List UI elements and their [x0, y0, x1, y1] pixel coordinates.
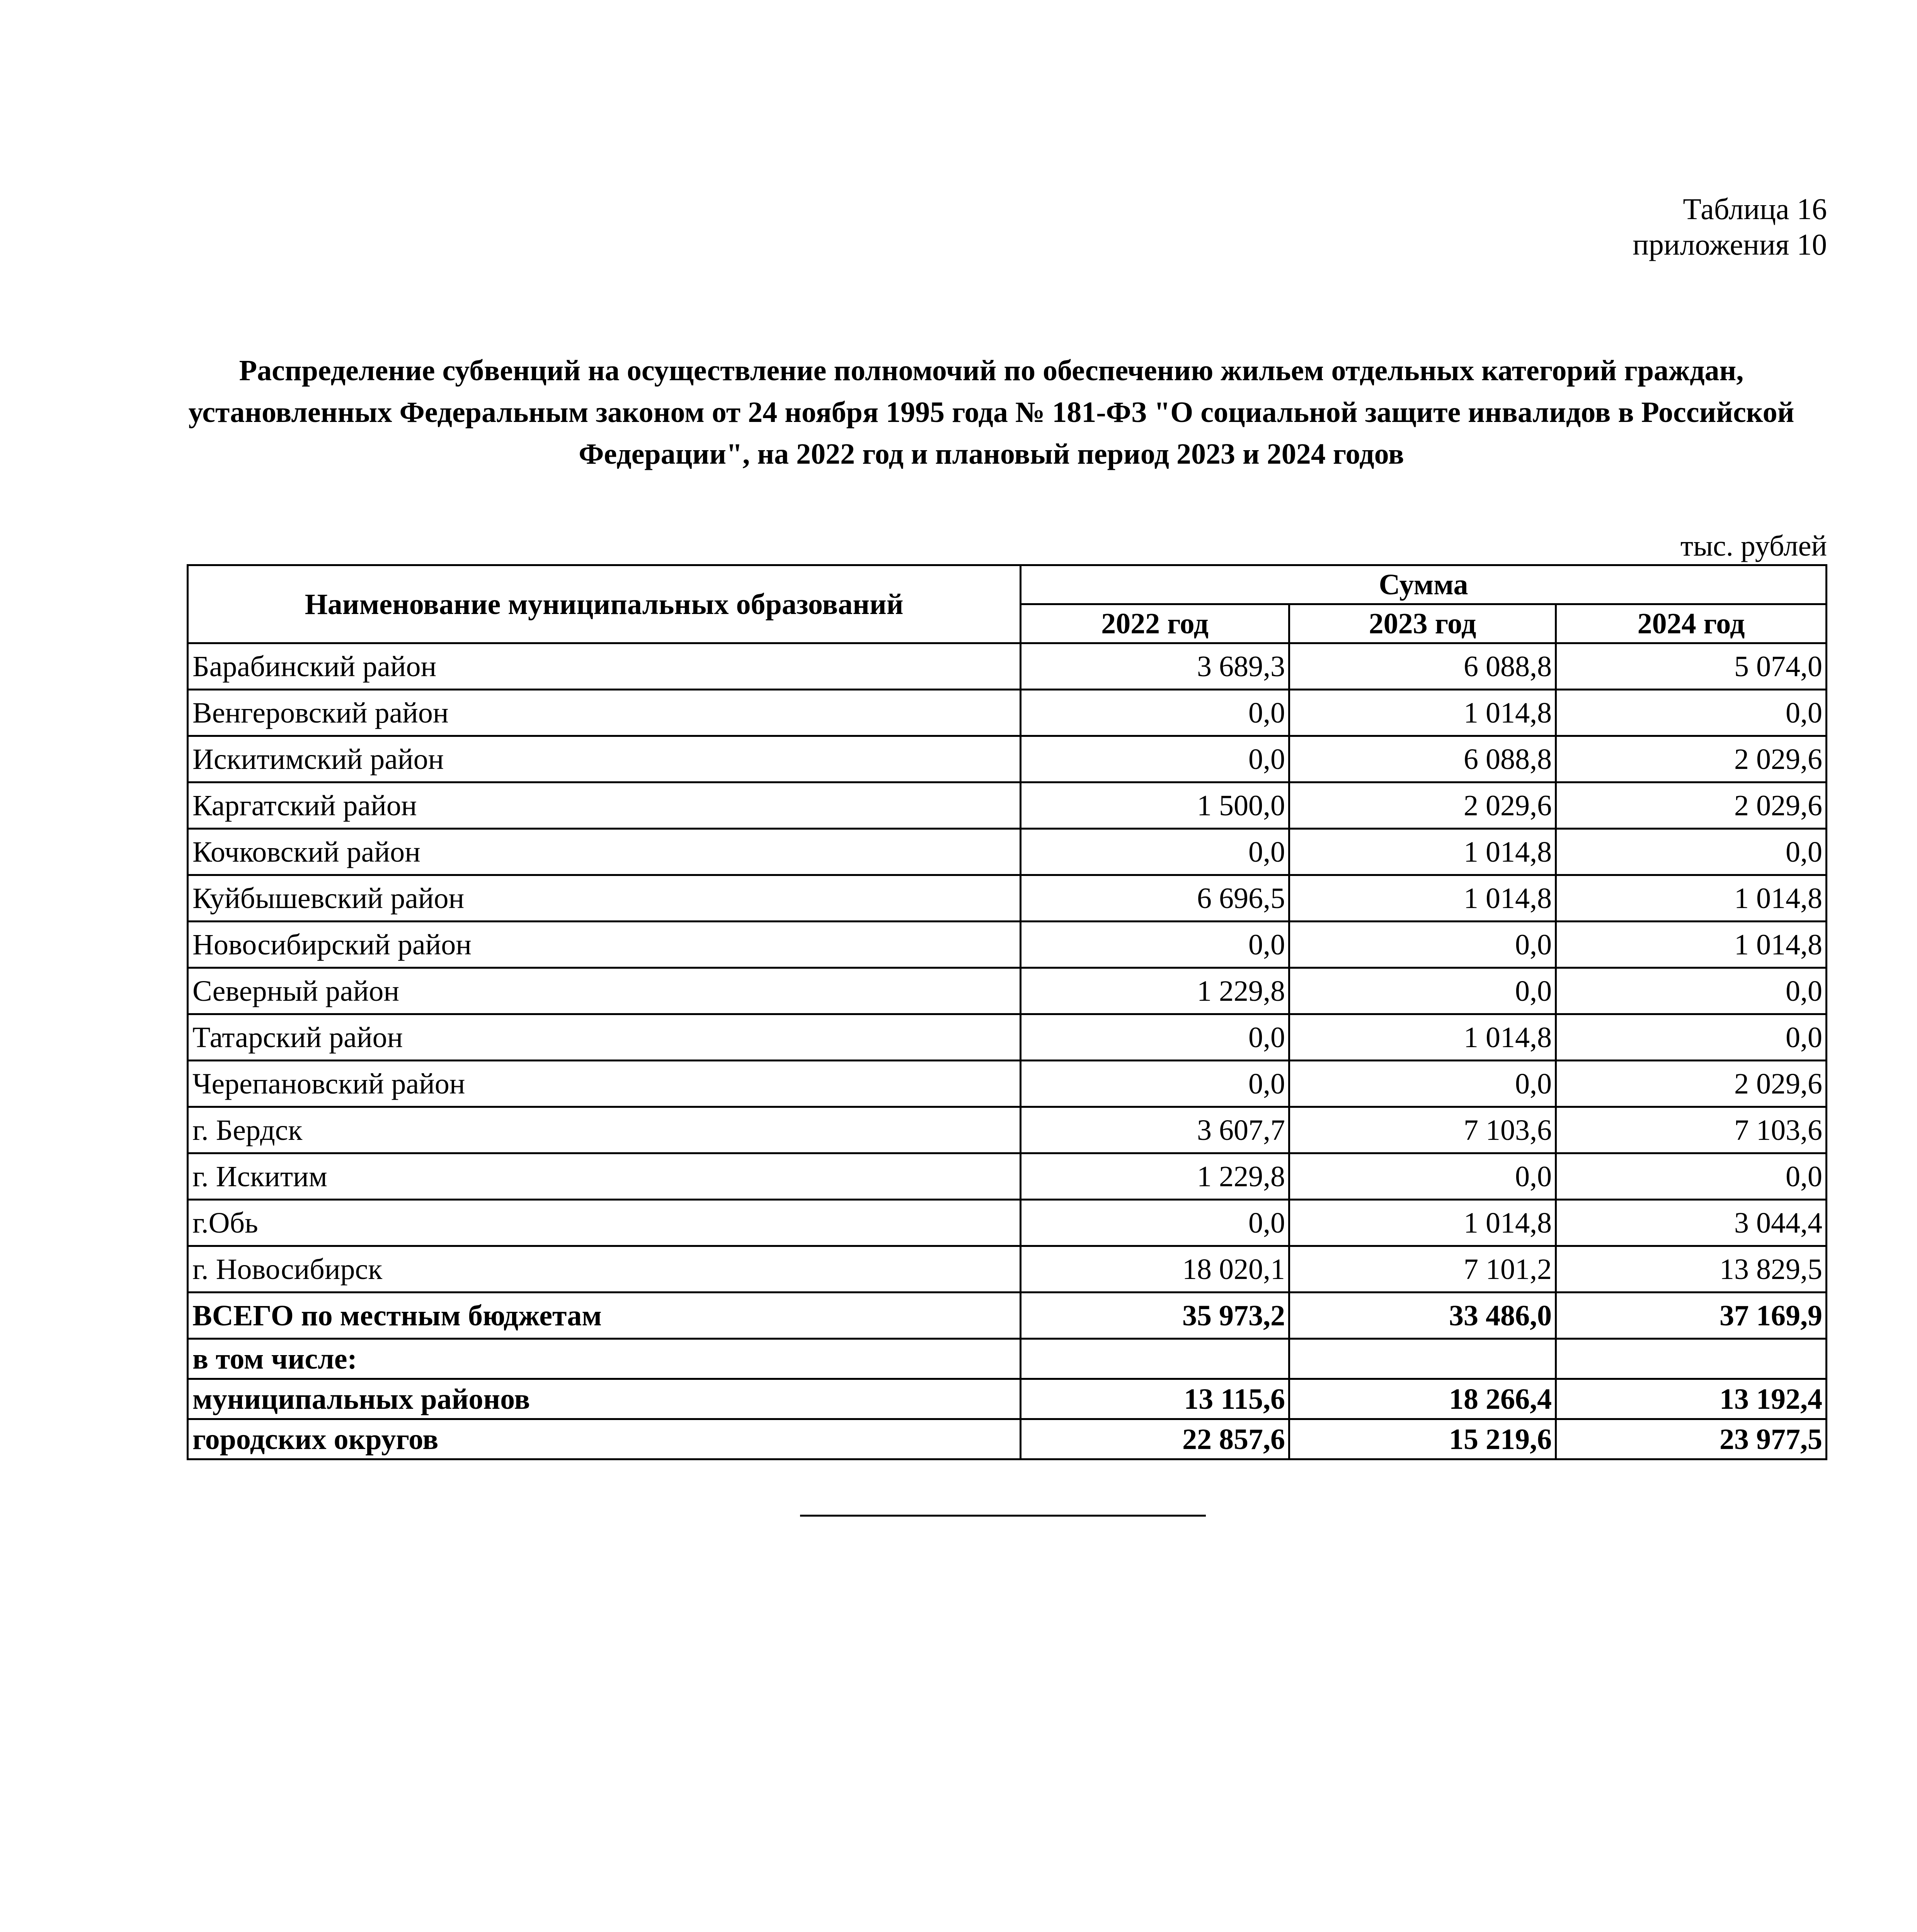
city-districts-2024: 23 977,5	[1556, 1419, 1827, 1459]
total-row	[188, 1293, 1827, 1339]
amount-2024: 2 029,6	[1556, 1061, 1827, 1107]
amount-2022: 1 229,8	[1021, 1153, 1289, 1200]
amount-2023: 0,0	[1289, 968, 1556, 1014]
column-header-name: Наименование муниципальных образований	[188, 565, 1021, 643]
total-2022: 35 973,2	[1021, 1293, 1289, 1339]
municipal-districts-name: муниципальных районов	[188, 1379, 1021, 1419]
amount-2023: 1 014,8	[1289, 829, 1556, 875]
city-districts-2023: 15 219,6	[1289, 1419, 1556, 1459]
municipality-name: Искитимский район	[188, 736, 1021, 782]
municipal-districts-2022: 13 115,6	[1021, 1379, 1289, 1419]
amount-2022: 0,0	[1021, 736, 1289, 782]
municipality-name: Барабинский район	[188, 643, 1021, 690]
including-row	[188, 1339, 1827, 1379]
municipality-name: Кочковский район	[188, 829, 1021, 875]
column-header-2023: 2023 год	[1289, 604, 1556, 643]
amount-2023: 0,0	[1289, 1061, 1556, 1107]
column-header-sum: Сумма	[1021, 565, 1827, 604]
amount-2024: 5 074,0	[1556, 643, 1827, 690]
column-header-2024: 2024 год	[1556, 604, 1827, 643]
table-row	[188, 968, 1827, 1014]
amount-2024: 0,0	[1556, 1014, 1827, 1061]
municipal-districts-2023: 18 266,4	[1289, 1379, 1556, 1419]
table-body	[188, 643, 1827, 1459]
amount-2023: 1 014,8	[1289, 1200, 1556, 1246]
table-row	[188, 1014, 1827, 1061]
amount-2023: 0,0	[1289, 1153, 1556, 1200]
amount-2022: 0,0	[1021, 1200, 1289, 1246]
city-districts-name: городских округов	[188, 1419, 1021, 1459]
table-row	[188, 736, 1827, 782]
amount-2023: 6 088,8	[1289, 643, 1556, 690]
table-row	[188, 1153, 1827, 1200]
table-row	[188, 690, 1827, 736]
including-2022	[1021, 1339, 1289, 1379]
column-header-2022: 2022 год	[1021, 604, 1289, 643]
amount-2024: 2 029,6	[1556, 736, 1827, 782]
amount-2024: 0,0	[1556, 968, 1827, 1014]
city-districts-2022: 22 857,6	[1021, 1419, 1289, 1459]
amount-2024: 3 044,4	[1556, 1200, 1827, 1246]
amount-2023: 1 014,8	[1289, 690, 1556, 736]
amount-2023: 0,0	[1289, 922, 1556, 968]
amount-2022: 0,0	[1021, 1014, 1289, 1061]
amount-2022: 6 696,5	[1021, 875, 1289, 922]
municipality-name: Венгеровский район	[188, 690, 1021, 736]
municipality-name: Куйбышевский район	[188, 875, 1021, 922]
table-row	[188, 829, 1827, 875]
table-header	[188, 565, 1827, 643]
municipality-name: Черепановский район	[188, 1061, 1021, 1107]
table-row	[188, 782, 1827, 829]
table-row	[188, 643, 1827, 690]
amount-2022: 0,0	[1021, 690, 1289, 736]
amount-2023: 6 088,8	[1289, 736, 1556, 782]
including-2023	[1289, 1339, 1556, 1379]
amount-2024: 1 014,8	[1556, 875, 1827, 922]
including-2024	[1556, 1339, 1827, 1379]
subventions-table	[187, 564, 1827, 1460]
amount-2022: 0,0	[1021, 922, 1289, 968]
municipal-districts-2024: 13 192,4	[1556, 1379, 1827, 1419]
amount-2022: 3 689,3	[1021, 643, 1289, 690]
municipality-name: г. Новосибирск	[188, 1246, 1021, 1293]
municipality-name: Новосибирский район	[188, 922, 1021, 968]
amount-2022: 3 607,7	[1021, 1107, 1289, 1153]
including-label: в том числе:	[188, 1339, 1021, 1379]
municipality-name: Каргатский район	[188, 782, 1021, 829]
table-row	[188, 922, 1827, 968]
municipality-name: Северный район	[188, 968, 1021, 1014]
amount-2024: 0,0	[1556, 1153, 1827, 1200]
amount-2024: 13 829,5	[1556, 1246, 1827, 1293]
amount-2024: 1 014,8	[1556, 922, 1827, 968]
city-districts-row	[188, 1419, 1827, 1459]
total-2024: 37 169,9	[1556, 1293, 1827, 1339]
total-name: ВСЕГО по местным бюджетам	[188, 1293, 1021, 1339]
table-reference	[1633, 191, 1827, 262]
amount-2023: 7 101,2	[1289, 1246, 1556, 1293]
amount-2023: 1 014,8	[1289, 875, 1556, 922]
table-row	[188, 1200, 1827, 1246]
municipality-name: г.Обь	[188, 1200, 1021, 1246]
table-row	[188, 1246, 1827, 1293]
end-divider-line	[800, 1515, 1206, 1517]
document-title: Распределение субвенций на осуществление полномочий по обеспечению жильем отдельных категорий граждан, установленных Федеральным законом от 24 ноября 1995 года № 181-ФЗ "О социальной защите инвалидов в Российской Федерации", на 2022 год и плановый период 2023 и 2024 годов	[188, 354, 1794, 470]
amount-2024: 2 029,6	[1556, 782, 1827, 829]
total-2023: 33 486,0	[1289, 1293, 1556, 1339]
amount-2024: 0,0	[1556, 829, 1827, 875]
table-row	[188, 1107, 1827, 1153]
amount-2023: 7 103,6	[1289, 1107, 1556, 1153]
amount-2024: 0,0	[1556, 690, 1827, 736]
table-row	[188, 1061, 1827, 1107]
amount-2024: 7 103,6	[1556, 1107, 1827, 1153]
municipality-name: Татарский район	[188, 1014, 1021, 1061]
units-label: тыс. рублей	[1680, 530, 1827, 562]
amount-2022: 18 020,1	[1021, 1246, 1289, 1293]
municipality-name: г. Бердск	[188, 1107, 1021, 1153]
amount-2023: 2 029,6	[1289, 782, 1556, 829]
amount-2022: 0,0	[1021, 829, 1289, 875]
municipality-name: г. Искитим	[188, 1153, 1021, 1200]
appendix-label: приложения 10	[1633, 228, 1827, 261]
table-number-label: Таблица 16	[1683, 192, 1827, 226]
table-row	[188, 875, 1827, 922]
municipal-districts-row	[188, 1379, 1827, 1419]
amount-2022: 0,0	[1021, 1061, 1289, 1107]
amount-2022: 1 229,8	[1021, 968, 1289, 1014]
amount-2023: 1 014,8	[1289, 1014, 1556, 1061]
amount-2022: 1 500,0	[1021, 782, 1289, 829]
